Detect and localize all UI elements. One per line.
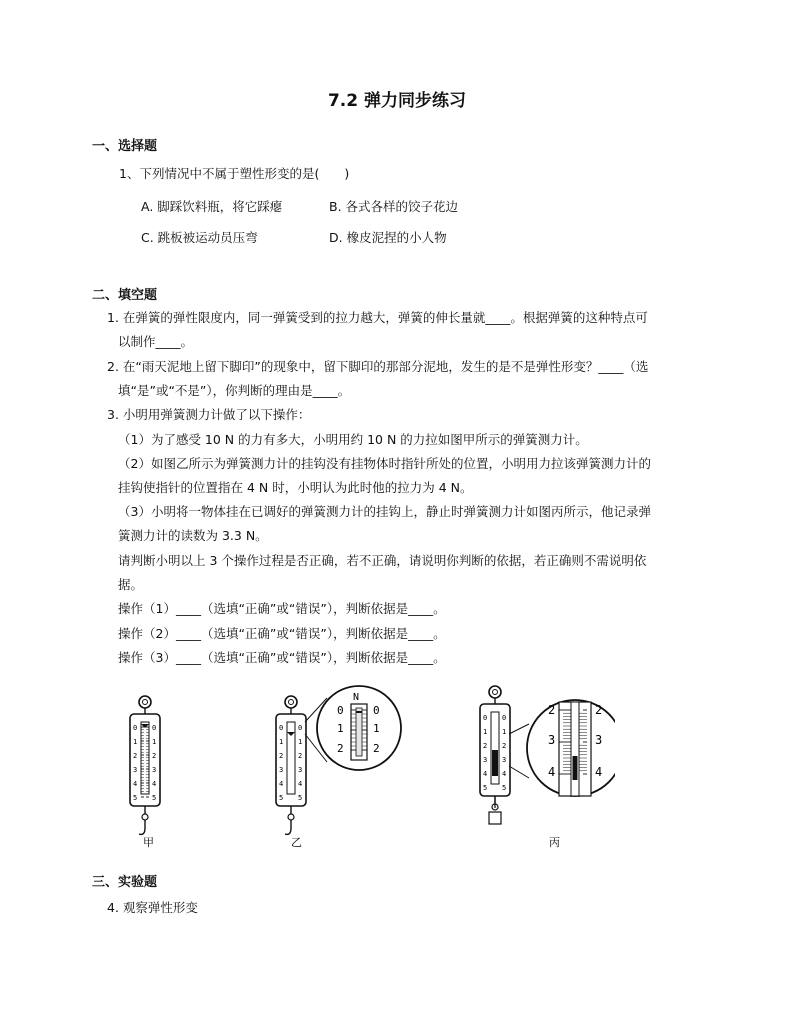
zoom-b-label-2: 2 — [548, 703, 556, 717]
zoom-b-label-4: 4 — [548, 765, 556, 779]
scale-label-1: 1 — [483, 728, 488, 736]
caption-yi: 乙 — [291, 836, 302, 849]
operation-2-line: 操作（2）____（选填“正确”或“错误”），判断依据是____。 — [118, 626, 446, 641]
scale-label-2-right: 2 — [502, 742, 507, 750]
scale-label-5: 5 — [133, 794, 138, 802]
page-title: 7.2 弹力同步练习 — [327, 91, 467, 111]
spring-scale-jia — [130, 696, 160, 834]
scale-label-2: 2 — [483, 742, 488, 750]
caption-jia: 甲 — [143, 836, 154, 849]
zoom-circle-yi — [305, 686, 401, 770]
operation-3-line: 操作（3）____（选填“正确”或“错误”），判断依据是____。 — [118, 650, 446, 665]
question-1-stem: 1、下列情况中不属于塑性形变的是( ) — [119, 166, 350, 181]
scale-label-4: 4 — [133, 780, 138, 788]
scale-label-1-right: 1 — [502, 728, 507, 736]
scale-label-3: 3 — [483, 756, 488, 764]
scale-label-0-right: 0 — [298, 724, 303, 732]
zoom-label-0: 0 — [337, 704, 344, 717]
scale-label-5: 5 — [279, 794, 284, 802]
scale-label-0-right: 0 — [152, 724, 157, 732]
scale-label-3: 3 — [133, 766, 138, 774]
zoom-b-label-3: 3 — [548, 733, 556, 747]
spring-scale-yi — [276, 696, 306, 834]
scale-label-4: 4 — [483, 770, 488, 778]
zoom-label-1: 1 — [337, 722, 344, 735]
zoom-label-0-right: 0 — [373, 704, 380, 717]
zoom-label-2: 2 — [337, 742, 344, 755]
fill-question-3-line-2: （1）为了感受 10 N 的力有多大，小明用约 10 N 的力拉如图甲所示的弹簧测力计。 — [118, 432, 588, 447]
operation-1-line: 操作（1）____（选填“正确”或“错误”），判断依据是____。 — [118, 601, 446, 616]
scale-label-5: 5 — [483, 784, 488, 792]
zoom-b-label-4-right: 4 — [595, 765, 603, 779]
section-heading-experiment: 三、实验题 — [92, 875, 158, 890]
question-1-option-c: C. 跳板被运动员压弯 — [141, 230, 258, 245]
question-1-option-d: D. 橡皮泥捏的小人物 — [329, 230, 447, 245]
scale-label-5-right: 5 — [502, 784, 507, 792]
question-1-option-a: A. 脚踩饮料瓶，将它踩瘪 — [141, 199, 283, 214]
fill-question-3-line-4: 挂钩使指针的位置指在 4 N 时，小明认为此时他的拉力为 4 N。 — [118, 480, 473, 495]
fill-question-3-line-7: 请判断小明以上 3 个操作过程是否正确，若不正确，请说明你判断的依据，若正确则不需说明依 — [118, 553, 647, 568]
fill-question-3-line-8: 据。 — [118, 577, 144, 592]
scale-label-1: 1 — [279, 738, 284, 746]
zoom-unit-label: N — [353, 692, 360, 703]
scale-label-5-right: 5 — [298, 794, 303, 802]
scale-label-5-right: 5 — [152, 794, 157, 802]
fill-question-2-line-1: 2. 在“雨天泥地上留下脚印”的现象中，留下脚印的那部分泥地，发生的是不是弹性形变？____（选 — [107, 359, 649, 374]
scale-label-4-right: 4 — [152, 780, 157, 788]
fill-question-1-line-2: 以制作____。 — [118, 334, 194, 349]
scale-label-4-right: 4 — [298, 780, 303, 788]
scale-label-0: 0 — [133, 724, 138, 732]
fill-question-2-line-2: 填“是”或“不是”），你判断的理由是____。 — [118, 383, 351, 398]
section-heading-choice: 一、选择题 — [92, 139, 158, 154]
scale-label-0: 0 — [483, 714, 488, 722]
scale-label-3-right: 3 — [298, 766, 303, 774]
scale-label-3: 3 — [279, 766, 284, 774]
scale-label-1-right: 1 — [298, 738, 303, 746]
scale-label-2-right: 2 — [298, 752, 303, 760]
hanging-weight — [489, 812, 501, 824]
fill-question-3-line-1: 3. 小明用弹簧测力计做了以下操作： — [107, 407, 311, 422]
fill-question-1-line-1: 1. 在弹簧的弹性限度内，同一弹簧受到的拉力越大，弹簧的伸长量就____。根据弹簧的这种特点可 — [107, 310, 648, 325]
zoom-b-label-3-right: 3 — [595, 733, 603, 747]
scale-label-3-right: 3 — [502, 756, 507, 764]
scale-label-2: 2 — [133, 752, 138, 760]
section-heading-fill: 二、填空题 — [92, 288, 158, 303]
spring-scale-figures — [115, 678, 615, 853]
scale-label-0-right: 0 — [502, 714, 507, 722]
experiment-question-4: 4. 观察弹性形变 — [107, 900, 198, 915]
scale-label-2: 2 — [279, 752, 284, 760]
caption-bing: 丙 — [549, 836, 560, 849]
fill-question-3-line-5: （3）小明将一物体挂在已调好的弹簧测力计的挂钩上，静止时弹簧测力计如图丙所示，他记录弹 — [118, 504, 651, 519]
fill-question-3-line-3: （2）如图乙所示为弹簧测力计的挂钩没有挂物体时指针所处的位置，小明用力拉该弹簧测力计的 — [118, 456, 651, 471]
scale-label-1-right: 1 — [152, 738, 157, 746]
scale-label-2-right: 2 — [152, 752, 157, 760]
scale-label-4: 4 — [279, 780, 284, 788]
zoom-label-2-right: 2 — [373, 742, 380, 755]
scale-label-3-right: 3 — [152, 766, 157, 774]
zoom-circle-bing — [509, 700, 615, 796]
fill-question-3-line-6: 簧测力计的读数为 3.3 N。 — [118, 528, 268, 543]
question-1-option-b: B. 各式各样的饺子花边 — [329, 199, 459, 214]
scale-label-1: 1 — [133, 738, 138, 746]
zoom-label-1-right: 1 — [373, 722, 380, 735]
scale-label-4-right: 4 — [502, 770, 507, 778]
zoom-b-label-2-right: 2 — [595, 703, 603, 717]
spring-scale-bing — [480, 686, 510, 824]
scale-label-0: 0 — [279, 724, 284, 732]
